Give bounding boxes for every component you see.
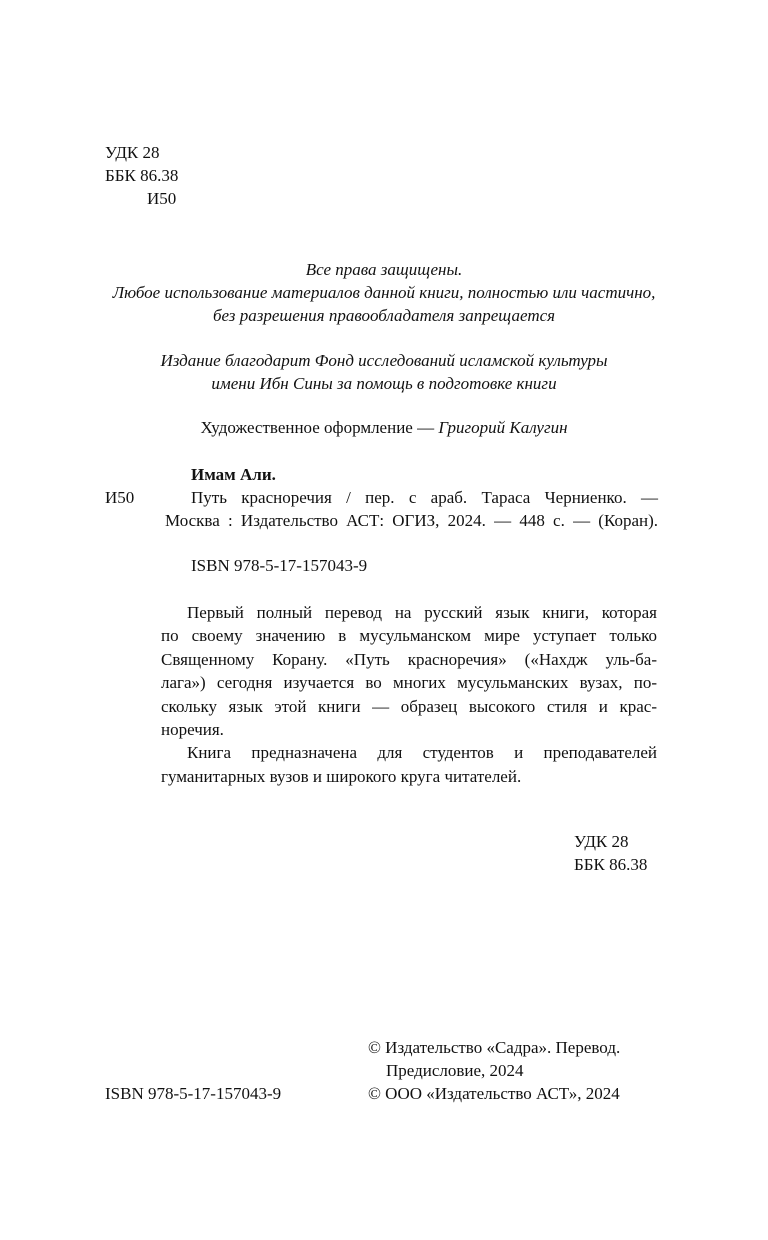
annotation-line: по своему значению в мусульманском мире уступает только [161,626,657,646]
design-label: Художественное оформление — [200,418,435,437]
udk-code: УДК 28 [105,143,160,162]
copyright-line: © Издательство «Садра». Перевод. [368,1038,621,1057]
record-author: Имам Али. [191,465,276,484]
udk-code: УДК 28 [574,832,629,851]
record-title-line: Путь красноречия / пер. с араб. Тараса Черниенко. — [191,488,658,507]
copyright-block [368,1036,620,1105]
designer-name: Григорий Калугин [438,418,568,437]
annotation-line: Первый полный перевод на русский язык книги, которая [187,603,657,622]
classification-codes-right [574,830,647,876]
copyright-line: © ООО «Издательство АСТ», 2024 [368,1084,620,1103]
bbk-code: ББК 86.38 [105,166,179,185]
annotation-paragraph [161,741,657,788]
acknowledgement [105,349,663,395]
isbn-bottom: ISBN 978-5-17-157043-9 [105,1084,282,1103]
annotation [161,601,657,788]
isbn-main: ISBN 978-5-17-157043-9 [191,556,368,575]
rights-notice [105,258,663,327]
annotation-paragraph [161,601,657,741]
annotation-line: лага») сегодня изучается во многих мусульманских вузах, по- [161,673,657,693]
annotation-line: норечия. [161,720,224,740]
annotation-line: гуманитарных вузов и широкого круга читателей. [161,766,522,786]
bbk-code: ББК 86.38 [574,855,648,874]
rights-line: Любое использование материалов данной книги, полностью или частично, [112,283,656,302]
bibliographic-record [105,463,665,532]
annotation-line: Книга предназначена для студентов и преподавателей [187,743,657,763]
record-author-mark: И50 [105,488,135,507]
design-credit [105,416,663,439]
acknowledgement-line: Издание благодарит Фонд исследований исламской культуры [160,351,608,370]
annotation-line: скольку язык этой книги — образец высокого стиля и крас- [161,696,657,716]
annotation-line: Священному Корану. «Путь красноречия» («Нахдж уль-ба- [161,649,657,669]
author-mark: И50 [147,189,177,208]
rights-line: Все права защищены. [305,260,463,279]
acknowledgement-line: имени Ибн Сины за помощь в подготовке книги [211,374,557,393]
copyright-line: Предисловие, 2024 [386,1061,524,1080]
rights-line: без разрешения правообладателя запрещается [212,306,556,325]
record-imprint-line: Москва : Издательство АСТ: ОГИЗ, 2024. — 448 с. — (Коран). [165,511,658,530]
classification-codes [105,141,178,210]
